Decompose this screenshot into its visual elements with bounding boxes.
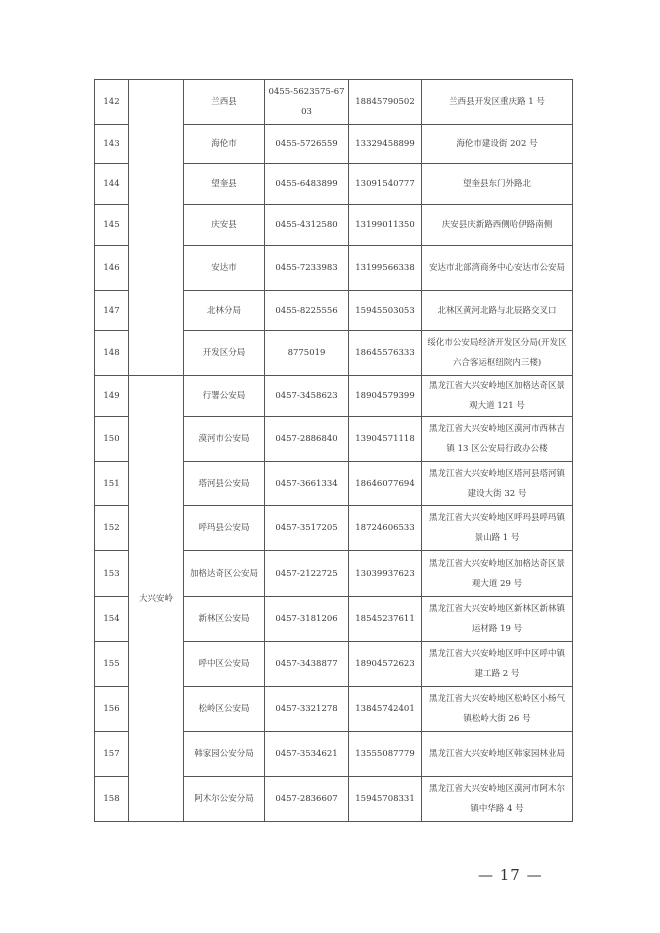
unit-name: 北林分局 [184,291,265,331]
mobile-phone: 18646077694 [349,462,422,506]
office-phone: 0457-3438877 [265,642,349,687]
row-number: 158 [95,777,129,822]
mobile-phone: 13904571118 [349,417,422,462]
office-phone: 0455-5623575-6703 [265,80,349,125]
unit-name: 行署公安局 [184,376,265,417]
row-number: 156 [95,687,129,732]
unit-name: 韩家园公安分局 [184,732,265,777]
unit-name: 阿木尔公安分局 [184,777,265,822]
row-number: 147 [95,291,129,331]
address: 安达市北部湾商务中心安达市公安局 [422,246,573,291]
row-number: 149 [95,376,129,417]
unit-name: 海伦市 [184,125,265,164]
mobile-phone: 13555087779 [349,732,422,777]
unit-name: 松岭区公安局 [184,687,265,732]
unit-name: 呼中区公安局 [184,642,265,687]
office-phone: 0455-4312580 [265,205,349,246]
address: 海伦市建设街 202 号 [422,125,573,164]
mobile-phone: 18645576333 [349,331,422,376]
region-cell-suihua [129,80,184,376]
address: 黑龙江省大兴安岭地区加格达奇区景观大道 121 号 [422,376,573,417]
row-number: 148 [95,331,129,376]
mobile-phone: 13329458899 [349,125,422,164]
office-phone: 0457-2122725 [265,551,349,597]
table-body [95,80,573,822]
address: 兰西县开发区重庆路 1 号 [422,80,573,125]
address: 黑龙江省大兴安岭地区新林区新林镇运材路 19 号 [422,597,573,642]
unit-name: 望奎县 [184,164,265,205]
mobile-phone: 18904579399 [349,376,422,417]
address: 黑龙江省大兴安岭地区加格达奇区景观大道 29 号 [422,551,573,597]
unit-name: 安达市 [184,246,265,291]
address: 黑龙江省大兴安岭地区漠河市西林吉镇 13 区公安局行政办公楼 [422,417,573,462]
address: 黑龙江省大兴安岭地区塔河县塔河镇建设大街 32 号 [422,462,573,506]
region-cell: 大兴安岭 [129,376,184,822]
unit-name: 塔河县公安局 [184,462,265,506]
row-number: 146 [95,246,129,291]
mobile-phone: 18545237611 [349,597,422,642]
address: 黑龙江省大兴安岭地区呼中区呼中镇建工路 2 号 [422,642,573,687]
address: 庆安县庆新路西侧哈伊路南侧 [422,205,573,246]
office-phone: 0457-2886840 [265,417,349,462]
office-phone: 0457-3181206 [265,597,349,642]
mobile-phone: 18845790502 [349,80,422,125]
mobile-phone: 18904572623 [349,642,422,687]
office-phone: 0455-7233983 [265,246,349,291]
address: 望奎县东门外路北 [422,164,573,205]
office-phone: 0457-3661334 [265,462,349,506]
address: 黑龙江省大兴安岭地区漠河市阿木尔镇中华路 4 号 [422,777,573,822]
address: 绥化市公安局经济开发区分局(开发区六合客运枢纽院内三楼) [422,331,573,376]
mobile-phone: 18724606533 [349,506,422,551]
police-contacts-table [94,79,573,822]
office-phone: 0457-3534621 [265,732,349,777]
unit-name: 庆安县 [184,205,265,246]
row-number: 143 [95,125,129,164]
address: 黑龙江省大兴安岭地区呼玛县呼玛镇景山路 1 号 [422,506,573,551]
office-phone: 0457-3321278 [265,687,349,732]
office-phone: 0457-3517205 [265,506,349,551]
office-phone: 0455-6483899 [265,164,349,205]
mobile-phone: 13091540777 [349,164,422,205]
office-phone: 0455-5726559 [265,125,349,164]
unit-name: 兰西县 [184,80,265,125]
address: 黑龙江省大兴安岭地区韩家园林业局 [422,732,573,777]
row-number: 152 [95,506,129,551]
mobile-phone: 15945503053 [349,291,422,331]
row-number: 144 [95,164,129,205]
row-number: 142 [95,80,129,125]
mobile-phone: 13199566338 [349,246,422,291]
office-phone: 0455-8225556 [265,291,349,331]
unit-name: 漠河市公安局 [184,417,265,462]
unit-name: 新林区公安局 [184,597,265,642]
row-number: 151 [95,462,129,506]
row-number: 154 [95,597,129,642]
office-phone: 0457-3458623 [265,376,349,417]
row-number: 155 [95,642,129,687]
page-number: — 17 — [478,866,543,884]
office-phone: 8775019 [265,331,349,376]
mobile-phone: 13199011350 [349,205,422,246]
row-number: 150 [95,417,129,462]
mobile-phone: 13039937623 [349,551,422,597]
office-phone: 0457-2836607 [265,777,349,822]
row-number: 157 [95,732,129,777]
row-number: 145 [95,205,129,246]
row-number: 153 [95,551,129,597]
mobile-phone: 13845742401 [349,687,422,732]
mobile-phone: 15945708331 [349,777,422,822]
unit-name: 呼玛县公安局 [184,506,265,551]
unit-name: 加格达奇区公安局 [184,551,265,597]
table-row [95,80,573,125]
address: 黑龙江省大兴安岭地区松岭区小杨气镇松岭大街 26 号 [422,687,573,732]
unit-name: 开发区分局 [184,331,265,376]
table-row [95,376,573,417]
address: 北林区黄河北路与北辰路交叉口 [422,291,573,331]
